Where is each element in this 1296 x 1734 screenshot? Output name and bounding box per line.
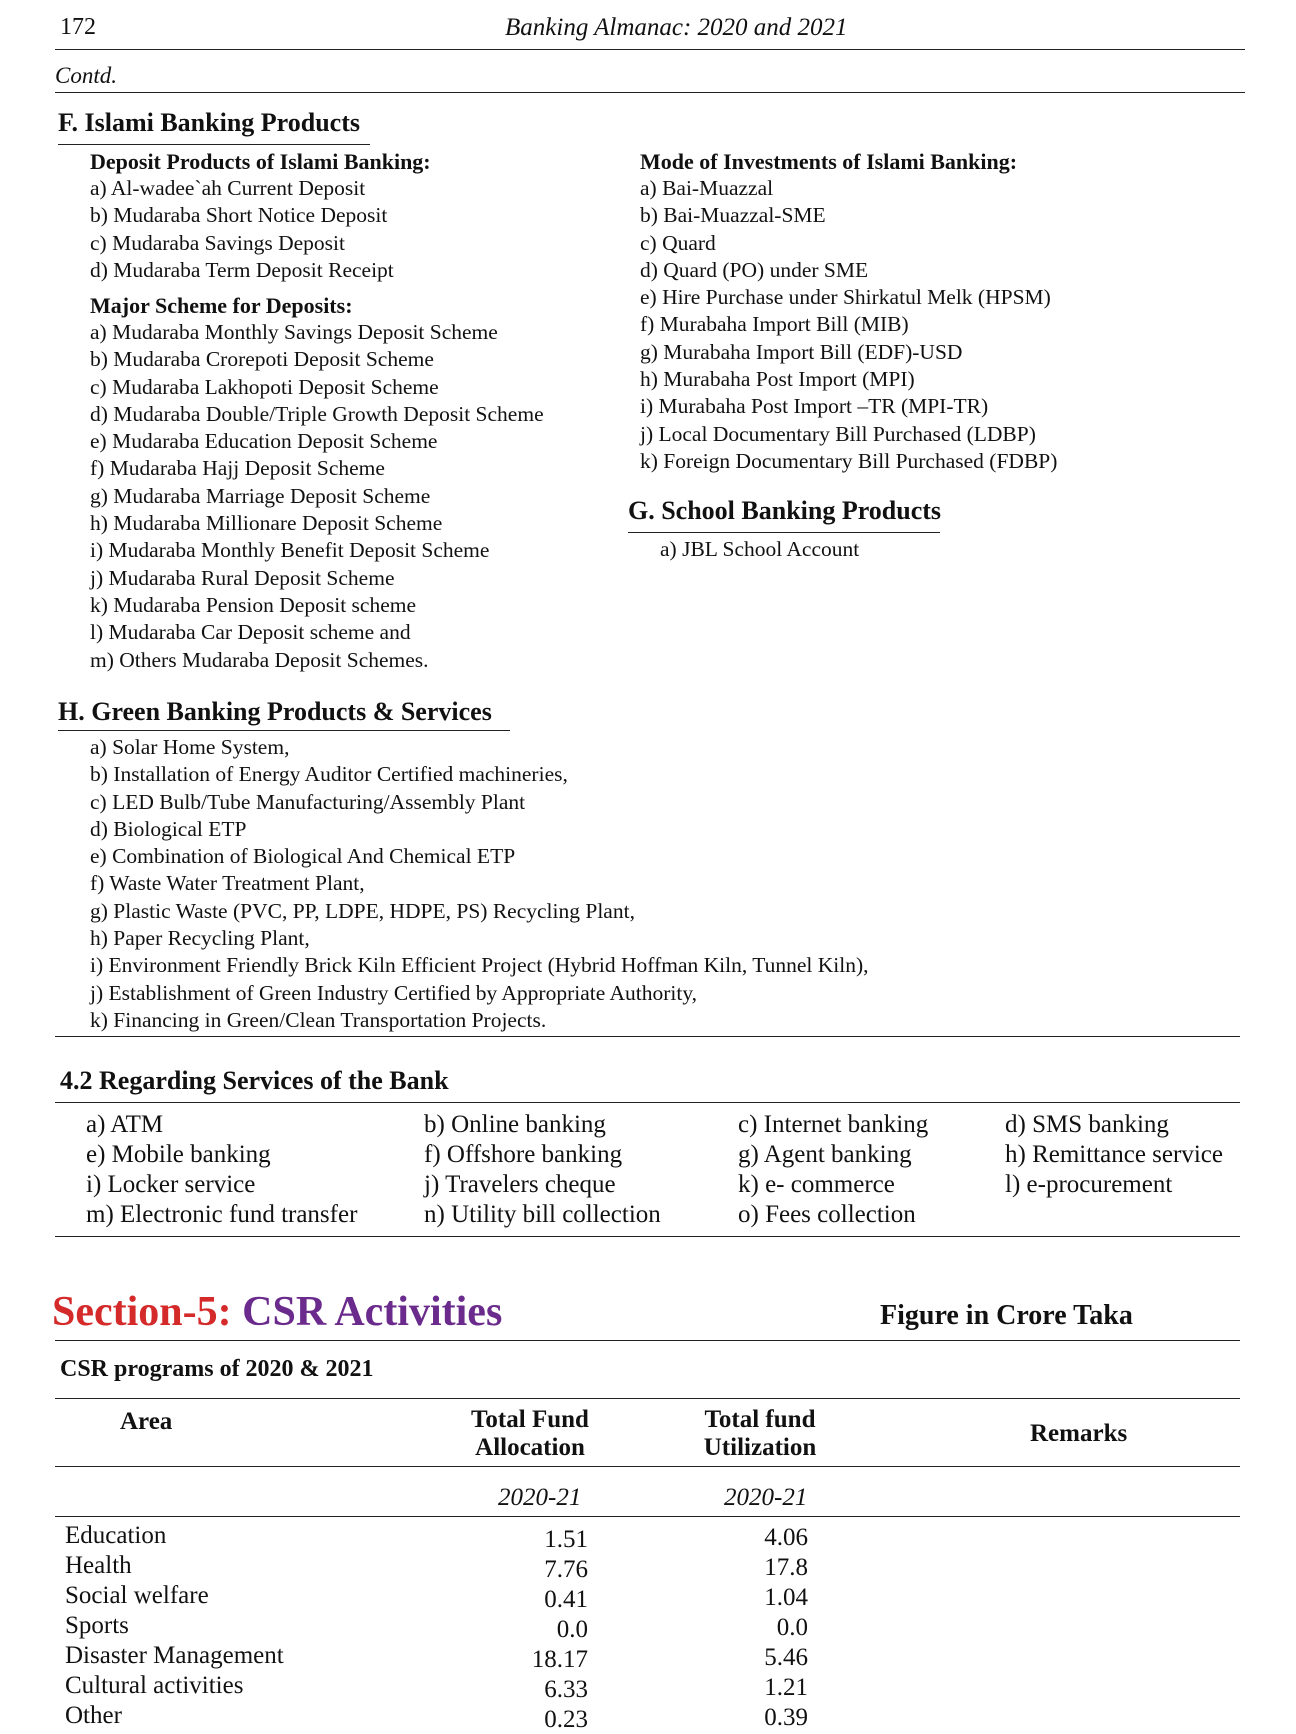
col-header-utilization [680, 1406, 840, 1462]
list-item: f) Murabaha Import Bill (MIB) [640, 312, 909, 337]
list-item: d) Biological ETP [90, 816, 247, 841]
school-heading: G. School Banking Products [628, 496, 942, 525]
col-header-allocation [450, 1406, 610, 1462]
green-bottom-rule [55, 1036, 1240, 1037]
section-name: CSR Activities [242, 1289, 503, 1335]
list-item: i) Murabaha Post Import –TR (MPI-TR) [640, 394, 989, 419]
list-item: k) Financing in Green/Clean Transportation Projects. [90, 1007, 547, 1032]
list-item: b) Mudaraba Short Notice Deposit [90, 203, 388, 228]
list-item: c) Quard [640, 230, 716, 255]
school-heading-underline [628, 532, 940, 533]
table-cell-allocation: 0.0 [556, 1616, 588, 1643]
service-item: h) Remittance service [1005, 1141, 1223, 1168]
col-header-allocation-line1: Total Fund [471, 1406, 589, 1433]
list-item: a) JBL School Account [660, 537, 860, 561]
services-heading-rule [55, 1102, 1240, 1103]
table-cell-utilization: 1.21 [764, 1674, 808, 1701]
service-item: i) Locker service [86, 1171, 256, 1198]
col-header-utilization-line2: Utilization [703, 1434, 817, 1461]
service-item: o) Fees collection [738, 1201, 916, 1228]
list-item: b) Mudaraba Crorepoti Deposit Scheme [90, 347, 434, 372]
service-item: e) Mobile banking [86, 1141, 271, 1168]
service-item: a) ATM [86, 1111, 164, 1138]
header-rule [55, 49, 1245, 50]
table-cell-utilization: 5.46 [764, 1644, 808, 1671]
section-rule [55, 1340, 1240, 1341]
services-bottom-rule [55, 1236, 1240, 1237]
year-utilization: 2020-21 [724, 1484, 808, 1511]
green-heading: H. Green Banking Products & Services [58, 697, 492, 726]
list-item: h) Paper Recycling Plant, [90, 926, 310, 951]
table-cell-area: Social welfare [65, 1582, 209, 1609]
services-heading: 4.2 Regarding Services of the Bank [60, 1066, 449, 1095]
col-header-area: Area [120, 1408, 173, 1435]
table-header-rule [55, 1466, 1240, 1467]
year-allocation: 2020-21 [498, 1484, 582, 1511]
service-item: g) Agent banking [738, 1141, 912, 1168]
table-cell-utilization: 0.0 [776, 1614, 808, 1641]
list-item: a) Mudaraba Monthly Savings Deposit Scheme [90, 320, 498, 344]
list-item: e) Mudaraba Education Deposit Scheme [90, 429, 438, 454]
list-item: k) Mudaraba Pension Deposit scheme [90, 592, 417, 617]
table-cell-area: Sports [65, 1612, 129, 1639]
figure-note: Figure in Crore Taka [880, 1300, 1133, 1331]
list-item: h) Murabaha Post Import (MPI) [640, 367, 915, 392]
islamic-heading: F. Islami Banking Products [58, 108, 360, 137]
table-cell-allocation: 0.41 [544, 1586, 588, 1613]
list-item: e) Hire Purchase under Shirkatul Melk (HPSM) [640, 285, 1051, 310]
list-item: f) Waste Water Treatment Plant, [90, 871, 365, 896]
list-item: m) Others Mudaraba Deposit Schemes. [90, 647, 429, 672]
service-item: l) e-procurement [1005, 1171, 1173, 1198]
list-item: g) Murabaha Import Bill (EDF)-USD [640, 339, 963, 364]
col-header-utilization-line1: Total fund [704, 1406, 816, 1433]
table-cell-allocation: 18.17 [531, 1646, 588, 1673]
table-cell-utilization: 0.39 [764, 1704, 808, 1731]
list-item: k) Foreign Documentary Bill Purchased (FDBP) [640, 448, 1058, 473]
csr-subtitle: CSR programs of 2020 & 2021 [60, 1356, 374, 1382]
list-item: j) Establishment of Green Industry Certified by Appropriate Authority, [90, 980, 698, 1005]
list-item: g) Mudaraba Marriage Deposit Scheme [90, 483, 431, 508]
table-cell-allocation: 1.51 [544, 1526, 588, 1553]
list-item: e) Combination of Biological And Chemical ETP [90, 844, 516, 869]
table-cell-area: Health [65, 1552, 132, 1579]
list-item: f) Mudaraba Hajj Deposit Scheme [90, 456, 385, 481]
service-item: f) Offshore banking [424, 1141, 623, 1168]
page-number: 172 [60, 14, 96, 40]
table-cell-area: Other [65, 1702, 122, 1729]
list-item: c) LED Bulb/Tube Manufacturing/Assembly Plant [90, 789, 526, 814]
table-cell-allocation: 7.76 [544, 1556, 588, 1583]
list-item: a) Solar Home System, [90, 735, 290, 759]
list-item: i) Environment Friendly Brick Kiln Efficient Project (Hybrid Hoffman Kiln, Tunnel Kiln), [90, 953, 869, 978]
service-item: k) e- commerce [738, 1171, 895, 1198]
islamic-heading-underline [58, 144, 370, 145]
list-item: d) Quard (PO) under SME [640, 257, 869, 282]
service-item: c) Internet banking [738, 1111, 929, 1138]
list-item: c) Mudaraba Lakhopoti Deposit Scheme [90, 374, 439, 399]
col-header-allocation-line2: Allocation [475, 1434, 585, 1461]
service-item: b) Online banking [424, 1111, 606, 1138]
table-cell-utilization: 4.06 [764, 1524, 808, 1551]
list-item: j) Mudaraba Rural Deposit Scheme [90, 565, 395, 590]
list-item: b) Bai-Muazzal-SME [640, 203, 826, 228]
list-item: d) Mudaraba Term Deposit Receipt [90, 257, 394, 282]
list-item: b) Installation of Energy Auditor Certified machineries, [90, 762, 568, 787]
school-list [660, 536, 859, 563]
list-item: d) Mudaraba Double/Triple Growth Deposit Scheme [90, 401, 544, 426]
list-item: h) Mudaraba Millionare Deposit Scheme [90, 511, 443, 536]
green-list [90, 734, 868, 1034]
deposit-heading: Deposit Products of Islami Banking: [90, 149, 431, 174]
table-top-rule [55, 1398, 1240, 1399]
scheme-list [90, 319, 544, 674]
investment-list [640, 175, 1057, 475]
table-cell-utilization: 17.8 [764, 1554, 808, 1581]
service-item: n) Utility bill collection [424, 1201, 661, 1228]
deposit-list [90, 175, 394, 284]
contd-rule [55, 92, 1245, 93]
list-item: a) Bai-Muazzal [640, 176, 774, 200]
table-cell-utilization: 1.04 [764, 1584, 808, 1611]
list-item: a) Al-wadee`ah Current Deposit [90, 176, 366, 200]
services-grid [0, 1110, 1296, 1234]
list-item: i) Mudaraba Monthly Benefit Deposit Scheme [90, 538, 490, 563]
green-heading-underline [58, 730, 510, 731]
section-label: Section-5: [52, 1289, 232, 1335]
running-title: Banking Almanac: 2020 and 2021 [505, 14, 848, 41]
investment-heading: Mode of Investments of Islami Banking: [640, 149, 1018, 174]
table-cell-area: Cultural activities [65, 1672, 244, 1699]
service-item: d) SMS banking [1005, 1111, 1169, 1138]
table-cell-allocation: 6.33 [544, 1676, 588, 1703]
table-cell-allocation: 0.23 [544, 1706, 588, 1733]
service-item: m) Electronic fund transfer [86, 1201, 358, 1228]
list-item: c) Mudaraba Savings Deposit [90, 230, 345, 255]
list-item: j) Local Documentary Bill Purchased (LDBP) [640, 421, 1036, 446]
list-item: g) Plastic Waste (PVC, PP, LDPE, HDPE, PS) Recycling Plant, [90, 898, 635, 923]
contd-label: Contd. [55, 63, 117, 88]
table-cell-area: Disaster Management [65, 1642, 284, 1669]
year-rule [55, 1516, 1240, 1517]
section-title [52, 1288, 502, 1336]
service-item: j) Travelers cheque [424, 1171, 616, 1198]
col-header-remarks: Remarks [1030, 1420, 1128, 1447]
table-cell-area: Education [65, 1522, 167, 1549]
list-item: l) Mudaraba Car Deposit scheme and [90, 620, 411, 645]
scheme-heading: Major Scheme for Deposits: [90, 293, 353, 318]
